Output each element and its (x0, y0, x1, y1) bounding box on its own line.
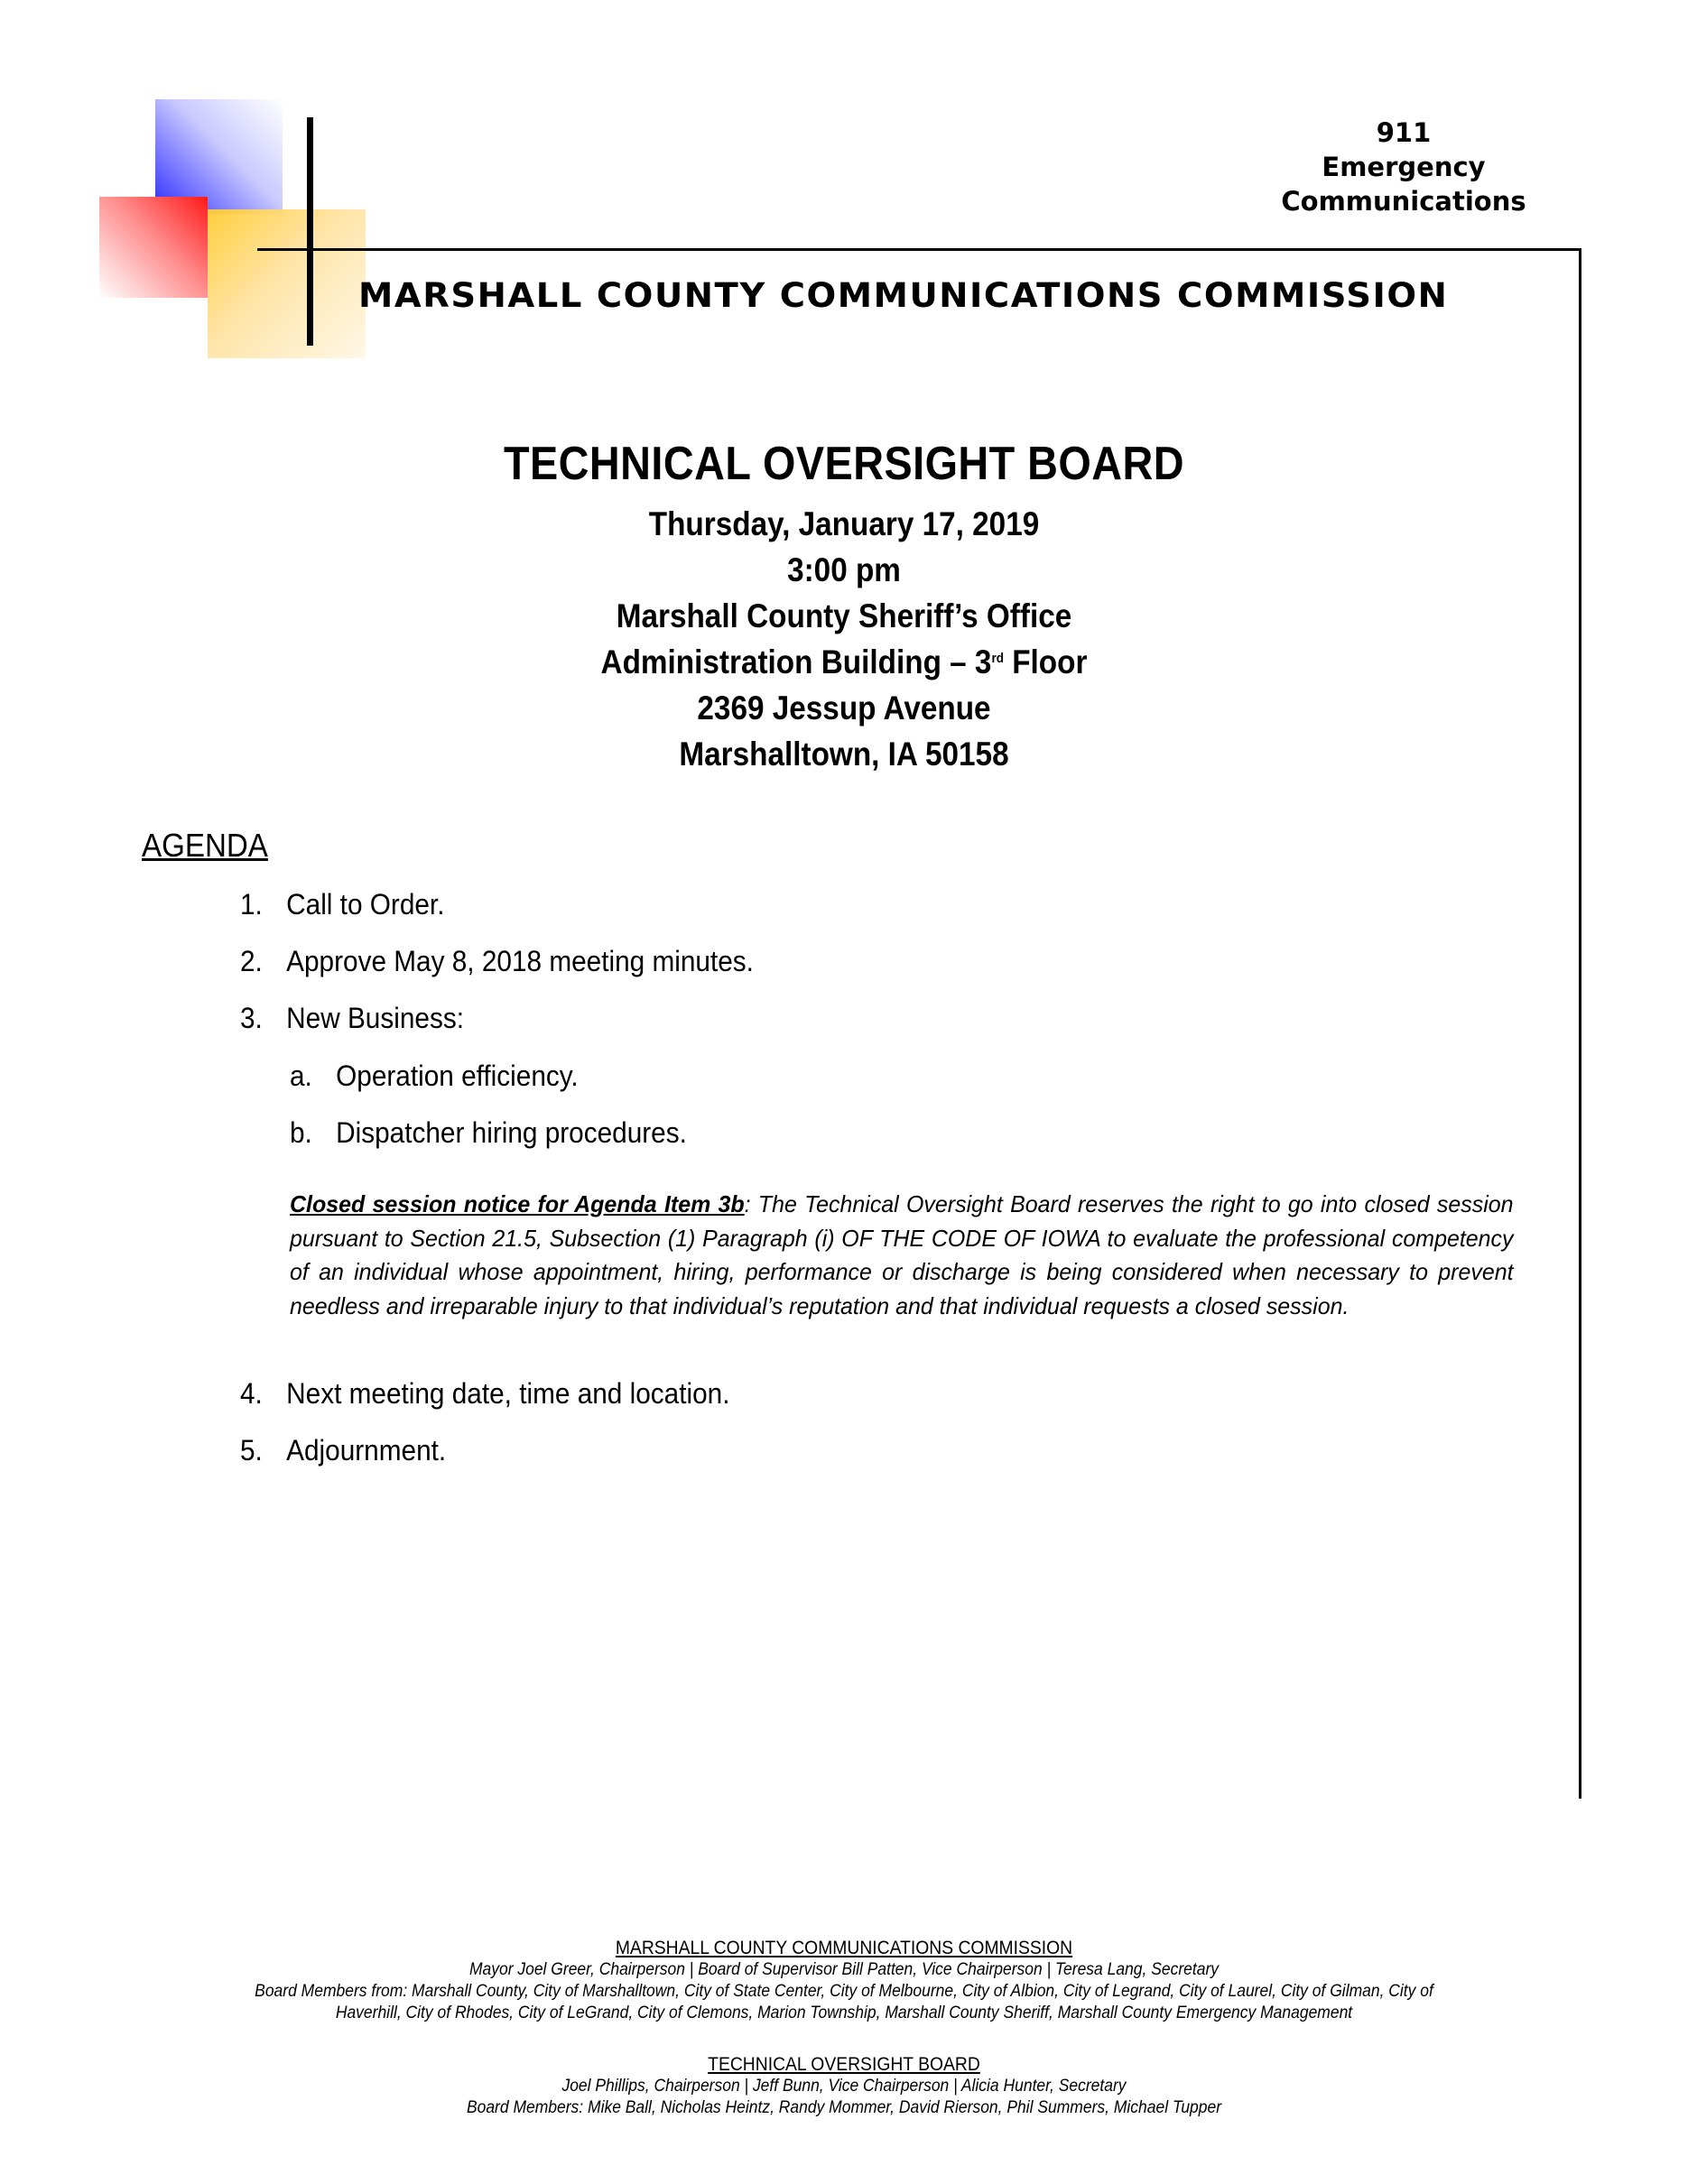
logo-red-square (99, 197, 208, 298)
meeting-location: Marshall County Sheriff’s Office (616, 597, 1072, 634)
notice-body: : The Technical Oversight Board reserves the right to go into closed session pursuant to Section 21.5, Subsection (1) Paragraph (i) OF THE CODE OF IOWA to evaluate the professional competency of an individual whose appointment, hiring, performance or discharge is being considered when necessary to prevent needless and irreparable injury to that individual’s reputation and that individual requests a closed session. (290, 1190, 1514, 1319)
meeting-info (85, 501, 1604, 777)
header-rule (257, 248, 1581, 251)
meeting-street: 2369 Jessup Avenue (697, 689, 991, 726)
footer-board (68, 2054, 1620, 2119)
closed-session-notice (290, 1188, 1514, 1323)
agenda-item (240, 1377, 729, 1411)
item-text: Adjournment. (286, 1434, 447, 1467)
footer-commission-officers: Mayor Joel Greer, Chairperson | Board of Supervisor Bill Patten, Vice Chairperson | Teresa Lang, Secretary (468, 1960, 1220, 1979)
badge-line: Emergency (1322, 152, 1486, 182)
meeting-city: Marshalltown, IA 50158 (679, 736, 1009, 773)
building-suffix: Floor (1003, 643, 1088, 680)
meeting-building (85, 639, 1604, 685)
footer-board-members: Board Members: Mike Ball, Nicholas Heintz, Randy Mommer, David Rierson, Phil Summers, Michael Tupper (466, 2098, 1222, 2117)
badge-line: 911 (1376, 117, 1432, 148)
911-badge (1264, 116, 1544, 218)
item-number: 4. (240, 1377, 263, 1410)
meeting-time: 3:00 pm (787, 551, 901, 588)
item-number: 1. (240, 888, 263, 921)
item-number: b. (290, 1116, 312, 1149)
item-text: New Business: (286, 1002, 464, 1034)
badge-line: Communications (1281, 186, 1526, 217)
meeting-date: Thursday, January 17, 2019 (648, 505, 1040, 542)
agenda-subitem (290, 1116, 687, 1150)
agenda-heading: AGENDA (142, 827, 268, 864)
item-text: Call to Order. (286, 888, 445, 921)
agenda-item (240, 888, 444, 921)
footer-board-heading: TECHNICAL OVERSIGHT BOARD (708, 2054, 980, 2075)
building-sup: rd (991, 651, 1004, 666)
item-number: 3. (240, 1002, 263, 1034)
item-text: Dispatcher hiring procedures. (336, 1116, 687, 1149)
meeting-title: TECHNICAL OVERSIGHT BOARD (503, 438, 1185, 490)
item-text: Approve May 8, 2018 meeting minutes. (286, 945, 754, 977)
item-number: 5. (240, 1434, 263, 1467)
item-text: Operation efficiency. (336, 1060, 579, 1092)
organization-name: MARSHALL COUNTY COMMUNICATIONS COMMISSION (358, 276, 1449, 315)
building-prefix: Administration Building – 3 (600, 643, 992, 680)
agenda-subitem (290, 1060, 579, 1093)
logo-yellow-square (208, 209, 366, 358)
item-number: a. (290, 1060, 312, 1092)
logo-vertical-bar (307, 117, 313, 346)
agenda-item (240, 1002, 464, 1035)
footer-commission-heading: MARSHALL COUNTY COMMUNICATIONS COMMISSION (615, 1938, 1073, 1958)
footer-commission (68, 1938, 1620, 2024)
notice-lead: Closed session notice for Agenda Item 3b (290, 1190, 745, 1217)
footer-board-officers: Joel Phillips, Chairperson | Jeff Bunn, Vice Chairperson | Alicia Hunter, Secretary (561, 2077, 1127, 2096)
item-text: Next meeting date, time and location. (286, 1377, 730, 1410)
agenda-item (240, 1434, 446, 1467)
footer-commission-members: Board Members from: Marshall County, City of Marshalltown, City of State Center, City of Melbourne, City of Albion, City of Legrand, City of Laurel, City of Gilman, City of (255, 1982, 1433, 2001)
agenda-item (240, 945, 754, 978)
footer-commission-members: Haverhill, City of Rhodes, City of LeGrand, City of Clemons, Marion Township, Marshall County Sheriff, Marshall County Emergency Management (335, 2004, 1353, 2022)
item-number: 2. (240, 945, 263, 977)
